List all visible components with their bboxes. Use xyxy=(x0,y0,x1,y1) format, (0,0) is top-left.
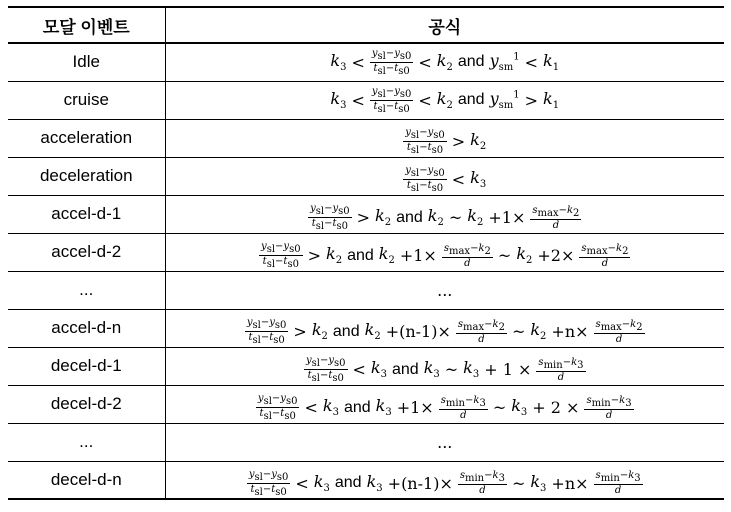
event-name: ... xyxy=(8,271,165,309)
table-row xyxy=(8,423,724,461)
and-word: and xyxy=(334,474,362,492)
table-row xyxy=(8,119,724,157)
slope-fraction: $\frac{y_{sl}-y_{s0}}{t_{sl}-t_{s0}}$ xyxy=(257,393,298,422)
and-word: and xyxy=(457,91,485,108)
event-name: deceleration xyxy=(8,157,165,195)
formula-cell: $k_3$ < $\frac{y_{sl}-y_{s0}}{t_{sl}-t_{s0}}$ < $k_2$ and $y_{sm}^1$ > $k_1$ xyxy=(165,81,724,119)
table-row xyxy=(8,347,724,385)
formula-cell: $\frac{y_{sl}-y_{s0}}{t_{sl}-t_{s0}}$ < $k_3$ and $k_3$ ~ $k_3$ + 1 × $\frac{s_{min}-k_3}{d}$ xyxy=(165,347,724,385)
event-name: acceleration xyxy=(8,119,165,157)
slope-fraction: $\frac{y_{sl}-y_{s0}}{t_{sl}-t_{s0}}$ xyxy=(405,127,445,156)
slope-fraction: $\frac{y_{sl}-y_{s0}}{t_{sl}-t_{s0}}$ xyxy=(405,165,445,194)
event-name: accel-d-n xyxy=(8,309,165,347)
event-name: ... xyxy=(8,423,165,461)
and-word: and xyxy=(332,322,360,340)
formula-cell: $\frac{y_{sl}-y_{s0}}{t_{sl}-t_{s0}}$ > $k_2$ xyxy=(165,119,724,157)
table-row xyxy=(8,43,724,81)
and-word: and xyxy=(396,208,423,226)
header-event: 모달 이벤트 xyxy=(8,7,165,43)
slope-fraction: $\frac{y_{sl}-y_{s0}}{t_{sl}-t_{s0}}$ xyxy=(305,355,346,384)
and-word: and xyxy=(343,398,371,416)
slope-fraction: $\frac{y_{sl}-y_{s0}}{t_{sl}-t_{s0}}$ xyxy=(310,203,350,232)
table-row xyxy=(8,81,724,119)
smax-fraction: $\frac{s_{max}-k_2}{d}$ xyxy=(581,242,629,269)
table-header-row xyxy=(8,7,724,43)
event-name: decel-d-n xyxy=(8,461,165,499)
header-formula: 공식 xyxy=(165,7,724,43)
slope-fraction: $\frac{y_{sl}-y_{s0}}{t_{sl}-t_{s0}}$ xyxy=(248,468,289,498)
smin-fraction: $\frac{s_{min}-k_3}{d}$ xyxy=(538,356,584,383)
smax-fraction: $\frac{s_{max}-k_2}{d}$ xyxy=(595,318,643,345)
modal-event-table xyxy=(8,6,724,500)
table-row xyxy=(8,385,724,423)
formula-cell: $k_3$ < $\frac{y_{sl}-y_{s0}}{t_{sl}-t_{s0}}$ < $k_2$ and $y_{sm}^1$ < $k_1$ xyxy=(165,43,724,81)
smax-fraction: $\frac{s_{max}-k_2}{d}$ xyxy=(443,242,491,269)
slope-fraction: $\frac{y_{sl}-y_{s0}}{t_{sl}-t_{s0}}$ xyxy=(371,47,412,77)
formula-cell: $\frac{y_{sl}-y_{s0}}{t_{sl}-t_{s0}}$ < $k_3$ xyxy=(165,157,724,195)
table-row xyxy=(8,271,724,309)
smax-fraction: $\frac{s_{max}-k_2}{d}$ xyxy=(532,204,580,231)
event-name: accel-d-2 xyxy=(8,233,165,271)
formula-cell: $\frac{y_{sl}-y_{s0}}{t_{sl}-t_{s0}}$ < $k_3$ and $k_3$ +1× $\frac{s_{min}-k_3}{d}$ ~ $k_3$ + 2 × $\frac{s_{min}-k_3}{d}$ xyxy=(165,385,724,423)
slope-fraction: $\frac{y_{sl}-y_{s0}}{t_{sl}-t_{s0}}$ xyxy=(371,85,412,115)
slope-fraction: $\frac{y_{sl}-y_{s0}}{t_{sl}-t_{s0}}$ xyxy=(246,317,287,346)
formula-ellipsis: ... xyxy=(165,423,724,461)
formula-cell: $\frac{y_{sl}-y_{s0}}{t_{sl}-t_{s0}}$ > $k_2$ and $k_2$ +1× $\frac{s_{max}-k_2}{d}$ ~ $k_2$ +2× $\frac{s_{max}-k_2}{d}$ xyxy=(165,233,724,271)
table-row xyxy=(8,309,724,347)
smin-fraction: $\frac{s_{min}-k_3}{d}$ xyxy=(459,470,505,497)
smax-fraction: $\frac{s_{max}-k_2}{d}$ xyxy=(457,318,505,345)
smin-fraction: $\frac{s_{min}-k_3}{d}$ xyxy=(595,470,641,497)
event-name: accel-d-1 xyxy=(8,195,165,233)
formula-cell: $\frac{y_{sl}-y_{s0}}{t_{sl}-t_{s0}}$ > $k_2$ and $k_2$ ~ $k_2$ +1× $\frac{s_{max}-k_2}{d}$ xyxy=(165,195,724,233)
and-word: and xyxy=(391,360,419,378)
and-word: and xyxy=(347,246,374,264)
event-name: decel-d-2 xyxy=(8,385,165,423)
smin-fraction: $\frac{s_{min}-k_3}{d}$ xyxy=(440,394,486,421)
table-row xyxy=(8,157,724,195)
table-row xyxy=(8,233,724,271)
event-name: cruise xyxy=(8,81,165,119)
event-name: Idle xyxy=(8,43,165,81)
event-name: decel-d-1 xyxy=(8,347,165,385)
slope-fraction: $\frac{y_{sl}-y_{s0}}{t_{sl}-t_{s0}}$ xyxy=(261,241,301,270)
table-row xyxy=(8,461,724,499)
formula-cell: $\frac{y_{sl}-y_{s0}}{t_{sl}-t_{s0}}$ > $k_2$ and $k_2$ +(n-1)× $\frac{s_{max}-k_2}{d}$ ~ $k_2$ +n× $\frac{s_{max}-k_2}{d}$ xyxy=(165,309,724,347)
formula-ellipsis: ... xyxy=(165,271,724,309)
and-word: and xyxy=(457,53,485,71)
formula-cell: $\frac{y_{sl}-y_{s0}}{t_{sl}-t_{s0}}$ < $k_3$ and $k_3$ +(n-1)× $\frac{s_{min}-k_3}{d}$ ~ $k_3$ +n× $\frac{s_{min}-k_3}{d}$ xyxy=(165,461,724,499)
smin-fraction: $\frac{s_{min}-k_3}{d}$ xyxy=(586,394,632,421)
table-row xyxy=(8,195,724,233)
